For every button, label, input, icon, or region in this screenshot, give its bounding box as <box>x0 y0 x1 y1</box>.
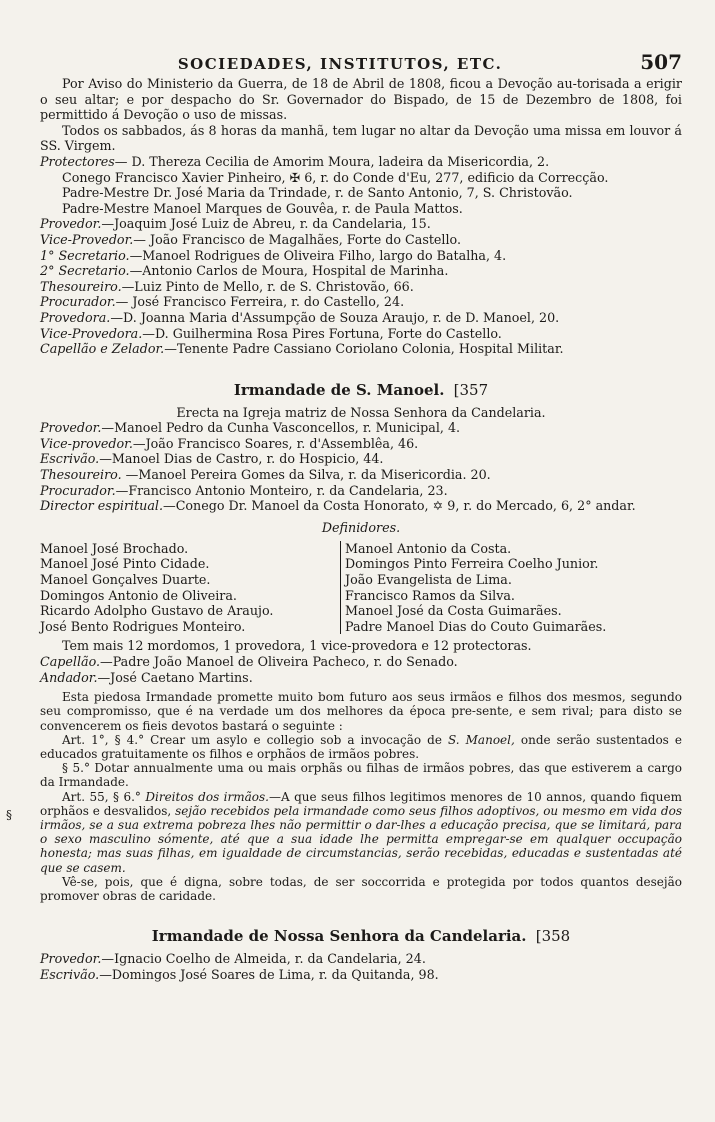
role-label: Provedor. <box>40 420 102 436</box>
article-text: Art. 55, § 6.° <box>62 789 146 804</box>
entry-text: —Tenente Padre Cassiano Coriolano Colonia, Hospital Militar. <box>164 341 564 357</box>
article-text: Art. 1°, § 4.° Crear um asylo e collegio sob a invocação de <box>62 732 448 747</box>
intro-paragraph: Todos os sabbados, ás 8 horas da manhã, tem lugar no altar da Devoção uma missa em louvor á SS. Virgem. <box>40 122 682 154</box>
entry-text: —D. Guilhermina Rosa Pires Fortuna, Forte do Castello. <box>142 325 502 341</box>
role-label: Vice-Provedor. <box>40 231 134 247</box>
role-label: Procurador. <box>40 482 116 498</box>
role-label: Capellão. <box>40 654 101 669</box>
role-label: Escrivão. <box>40 966 100 982</box>
list-item: Manoel José da Costa Guimarães. <box>345 603 562 619</box>
list-item: Domingos Antonio de Oliveira. <box>40 587 237 603</box>
page-number: 507 <box>640 50 682 74</box>
protector-line: Padre-Mestre Dr. José Maria da Trindade, r. de Santo Antonio, 7, S. Christovão. <box>62 185 573 201</box>
list-item: José Bento Rodrigues Monteiro. <box>40 618 246 634</box>
mordomos-line: Tem mais 12 mordomos, 1 provedora, 1 vice-provedora e 12 protectoras. <box>62 638 532 654</box>
entry-text: —D. Joanna Maria d'Assumpção de Souza Araujo, r. de D. Manoel, 20. <box>110 309 560 325</box>
role-label: Procurador. <box>40 294 116 310</box>
role-label: Capellão e Zelador. <box>40 341 165 357</box>
role-label: Vice-Provedora. <box>40 325 143 341</box>
entry-text: — João Francisco de Magalhães, Forte do Castello. <box>133 231 461 247</box>
officer-entry <box>40 279 682 295</box>
entry-text: —João Francisco Soares, r. d'Assemblêa, 46. <box>132 435 419 451</box>
list-item: Manoel Gonçalves Duarte. <box>40 572 211 588</box>
officer-entry <box>40 483 682 499</box>
entry-text: —Ignacio Coelho de Almeida, r. da Candelaria, 24. <box>101 951 426 967</box>
closing-paragraph: Vê-se, pois, que é digna, sobre todas, de ser soccorrida e protegida por todos quantos desejão promover obras de caridade. <box>40 874 682 904</box>
officer-entry <box>40 951 682 967</box>
officer-entry <box>40 670 682 686</box>
entry-text: — José Francisco Ferreira, r. do Castello, 24. <box>115 294 405 310</box>
list-item: Manoel Antonio da Costa. <box>345 540 512 556</box>
section-number: [358 <box>535 927 571 946</box>
officer-entry <box>40 232 682 248</box>
article-text: —A que seus filhos legitimos menores de 10 annos, quando fiquem orphãos e desvalidos, <box>40 789 682 818</box>
entry-text: —José Caetano Martins. <box>97 669 253 685</box>
entry-text: — D. Thereza Cecilia de Amorim Moura, ladeira da Misericordia, 2. <box>114 153 550 169</box>
section-subtitle: Erecta na Igreja matriz de Nossa Senhora da Candelaria. <box>176 404 546 420</box>
officer-entry <box>40 310 682 326</box>
definidores-list <box>40 541 682 635</box>
list-item: Ricardo Adolpho Gustavo de Araujo. <box>40 603 274 619</box>
officer-entry <box>40 654 682 670</box>
entry-text: —Padre João Manoel de Oliveira Pacheco, r. do Senado. <box>100 654 458 669</box>
entry-text: —Manoel Rodrigues de Oliveira Filho, largo do Batalha, 4. <box>129 247 507 263</box>
definidores-heading: Definidores. <box>321 519 401 535</box>
role-label: 1° Secretario. <box>40 247 130 263</box>
section-heading <box>40 927 682 945</box>
intro-paragraph: Por Aviso do Ministerio da Guerra, de 18 de Abril de 1808, ficou a Devoção au-torisada a erigir o seu altar; e por despacho do Sr. Governador do Bispado, de 15 de Dezembro de 1808, foi permittido á Devoção o uso de missas. <box>40 76 682 123</box>
section-title: Irmandade de Nossa Senhora da Candelaria. <box>151 927 527 946</box>
officer-entry <box>40 967 682 983</box>
officer-entry <box>40 498 682 514</box>
running-title: SOCIEDADES, INSTITUTOS, ETC. <box>177 55 503 73</box>
entry-text: —Manoel Pereira Gomes da Silva, r. da Misericordia. 20. <box>121 467 491 483</box>
entry-text: —Domingos José Soares de Lima, r. da Quitanda, 98. <box>99 966 439 982</box>
section-heading <box>40 381 682 399</box>
officer-entry <box>40 436 682 452</box>
description-block <box>40 690 682 903</box>
margin-mark: § <box>6 808 12 822</box>
document-page <box>40 50 682 982</box>
officer-entry <box>40 294 682 310</box>
article-paragraph <box>40 733 682 761</box>
role-label: Protectores <box>40 153 115 169</box>
entry-text: —Antonio Carlos de Moura, Hospital de Marinha. <box>129 263 449 279</box>
role-label: Provedora. <box>40 309 111 325</box>
list-item: Francisco Ramos da Silva. <box>345 587 515 603</box>
entry-text: —Francisco Antonio Monteiro, r. da Candelaria, 23. <box>115 482 448 498</box>
role-label: Vice-provedor. <box>40 435 133 451</box>
definidores-left-column <box>40 541 340 635</box>
entry-text: —Joaquim José Luiz de Abreu, r. da Candelaria, 15. <box>101 216 431 232</box>
officer-entry <box>40 216 682 232</box>
article-text: onde serão sustentados e educados gratuitamente os filhos e orphãos de irmãos pobres. <box>40 732 682 761</box>
entry-text: —Luiz Pinto de Mello, r. de S. Christovão, 66. <box>121 278 414 294</box>
list-item: Manoel José Brochado. <box>40 540 189 556</box>
article-italic: S. Manoel, <box>447 732 515 747</box>
list-item: Manoel José Pinto Cidade. <box>40 556 210 572</box>
role-label: Thesoureiro. <box>40 467 122 483</box>
description-paragraph: Esta piedosa Irmandade promette muito bom futuro aos seus irmãos e filhos dos mesmos, segundo seu compromisso, que é na verdade um dos melhores da época pre-sente, e sem rival; para disto se convencerem os fieis devotos bastará o seguinte : <box>40 690 682 733</box>
entry-text: —Manoel Pedro da Cunha Vasconcellos, r. Municipal, 4. <box>101 420 461 436</box>
role-label: Provedor. <box>40 216 102 232</box>
officer-entry <box>40 467 682 483</box>
role-label: Thesoureiro. <box>40 278 122 294</box>
article-paragraph <box>40 790 682 875</box>
list-item: Domingos Pinto Ferreira Coelho Junior. <box>345 556 599 572</box>
officer-entry <box>40 248 682 264</box>
section-title: Irmandade de S. Manoel. <box>233 380 445 399</box>
officer-entry <box>40 326 682 342</box>
role-label: Andador. <box>40 669 98 685</box>
protectors-entry <box>40 154 682 170</box>
list-item: Padre Manoel Dias do Couto Guimarães. <box>345 618 607 634</box>
protector-line: Padre-Mestre Manoel Marques de Gouvêa, r. de Paula Mattos. <box>62 200 463 216</box>
section-number: [357 <box>453 380 489 399</box>
role-label: Director espiritual. <box>40 498 163 514</box>
role-label: Escrivão. <box>40 451 100 467</box>
officer-entry <box>40 341 682 357</box>
officer-entry <box>40 420 682 436</box>
officer-entry <box>40 451 682 467</box>
role-label: 2° Secretario. <box>40 263 130 279</box>
page-header <box>40 50 682 76</box>
officer-entry <box>40 263 682 279</box>
article-italic: sejão recebidos pela irmandade como seus filhos adoptivos, ou mesmo em vida dos irmãos, se a sua extrema pobreza lhes não permittir o dar-lhes a educação precisa, que se limitará, para o sexo masculino sómente, até que a sua idade lhe permitta empregar-se em qualquer occupação honesta; mas suas filhas, em igualdade de circumstancias, serão recebidas, educadas e sustentadas até que se casem. <box>40 803 682 875</box>
entry-text: —Conego Dr. Manoel da Costa Honorato, ✡ 9, r. do Mercado, 6, 2° andar. <box>163 498 636 514</box>
definidores-right-column <box>340 541 682 635</box>
role-label: Provedor. <box>40 951 102 967</box>
article-paragraph: § 5.° Dotar annualmente uma ou mais orphãs ou filhas de irmãos pobres, das que estiverem a cargo da Irmandade. <box>40 761 682 790</box>
entry-text: —Manoel Dias de Castro, r. do Hospicio, 44. <box>99 451 384 467</box>
protector-line: Conego Francisco Xavier Pinheiro, ✠ 6, r. do Conde d'Eu, 277, edificio da Correcção. <box>62 169 609 185</box>
list-item: João Evangelista de Lima. <box>345 572 512 588</box>
article-italic: Direitos dos irmãos. <box>145 789 269 804</box>
